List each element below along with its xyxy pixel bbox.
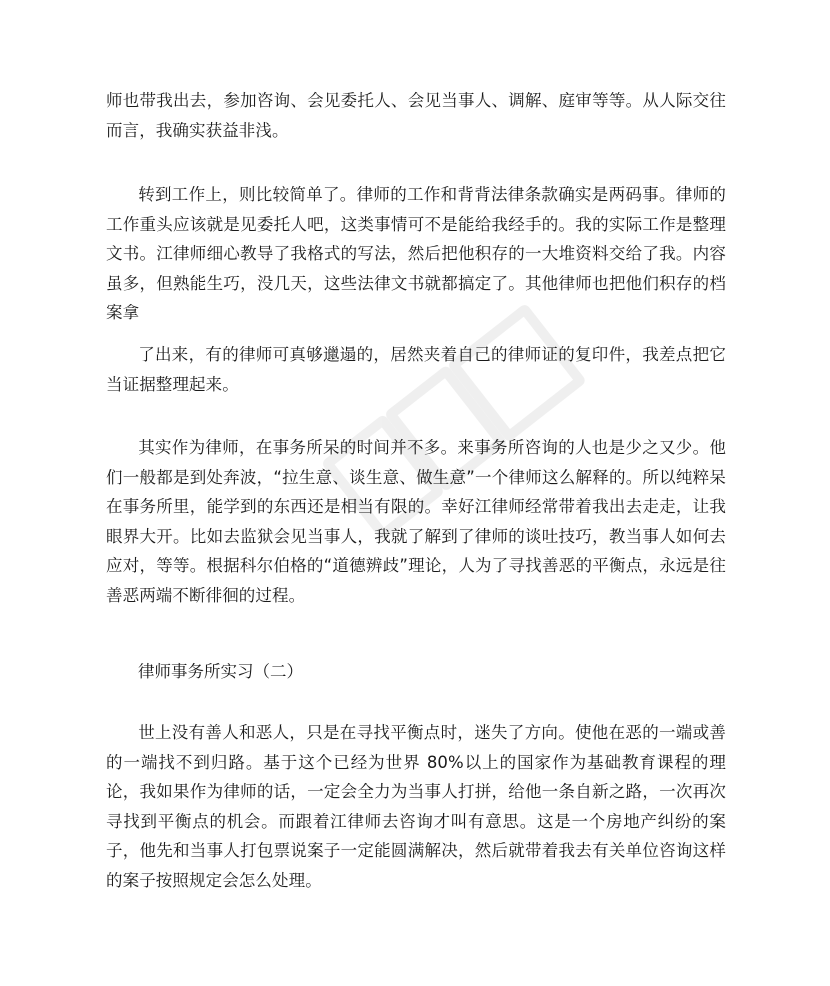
paragraph-1-text: 师也带我出去，参加咨询、会见委托人、会见当事人、调解、庭审等等。从人际交往而言，我确实获益非浅。 (106, 91, 726, 140)
section-heading: 律师事务所实习（二） (138, 662, 303, 681)
paragraph-4 (106, 433, 726, 610)
paragraph-4-text: 其实作为律师，在事务所呆的时间并不多。来事务所咨询的人也是少之又少。他们一般都是到处奔波，“拉生意、谈生意、做生意”一个律师这么解释的。所以纯粹呆在事务所里，能学到的东西还是相当有限的。幸好江律师经常带着我出去走走，让我眼界大开。比如去监狱会见当事人，我就了解到了律师的谈吐技巧，教当事人如何去应对，等等。根据科尔伯格的“道德辨歧”理论，人为了寻找善恶的平衡点，永远是往善恶两端不断徘徊的过程。 (106, 438, 726, 605)
paragraph-3 (106, 340, 726, 399)
paragraph-2-text: 转到工作上，则比较简单了。律师的工作和背背法律条款确实是两码事。律师的工作重头应该就是见委托人吧，这类事情可不是能给我经手的。我的实际工作是整理文书。江律师细心教导了我格式的写法，然后把他积存的一大堆资料交给了我。内容虽多，但熟能生巧，没几天，这些法律文书就都搞定了。其他律师也把他们积存的档案拿 (106, 185, 726, 322)
paragraph-1 (106, 86, 726, 145)
paragraph-2 (106, 180, 726, 328)
paragraph-5-text: 世上没有善人和恶人，只是在寻找平衡点时，迷失了方向。使他在恶的一端或善的一端找不到归路。基于这个已经为世界 80%以上的国家作为基础教育课程的理论，我如果作为律师的话，一定会全力为当事人打拼，给他一条自新之路，一次再次寻找到平衡点的机会。而跟着江律师去咨询才叫有意思。这是一个房地产纠纷的案子，他先和当事人打包票说案子一定能圆满解决，然后就带着我去有关单位咨询这样的案子按照规定会怎么处理。 (106, 723, 726, 890)
paragraph-5 (106, 718, 726, 895)
paragraph-3-text: 了出来，有的律师可真够邋遢的，居然夹着自己的律师证的复印件，我差点把它当证据整理起来。 (106, 345, 726, 394)
